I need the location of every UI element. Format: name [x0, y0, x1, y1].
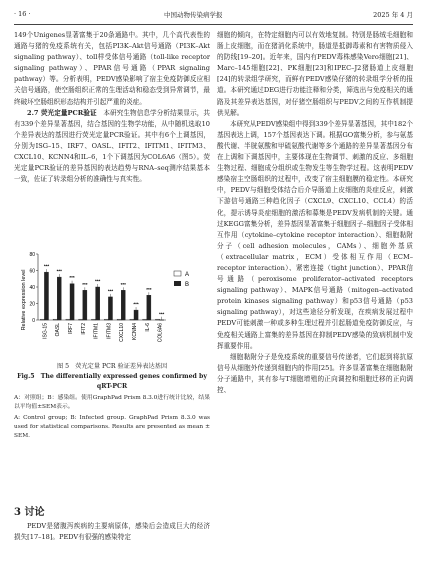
y-tick-label: 40 [29, 285, 35, 291]
significance-mark: *** [82, 281, 88, 287]
significance-mark: *** [95, 278, 101, 284]
bar-b-cxcl10 [121, 290, 125, 320]
significance-mark: *** [43, 263, 50, 269]
paragraph-qpcr [14, 108, 210, 186]
bar-b-ifitm1 [96, 287, 100, 320]
figure-note-en: A: Control group; B: Infected group. GraphPad Prism 8.3.0 was used for statistical comparisons. Results are presented as mean ± SEM. [14, 415, 210, 439]
page-number: · 16 · [14, 10, 31, 18]
left-column [14, 30, 210, 185]
bar-chart [18, 250, 208, 362]
significance-mark: *** [56, 268, 62, 274]
paragraph: 149个Unigenes显著富集于20条通路中。其中，几个高代表性的通路与猪的免疫系统有关，包括PI3K–Akt信号通路（PI3K–Akt signaling pathway）、toll样受体信号通路（toll-like receptor signaling pathway）、PPAR信号通路（PPAR signaling pathway）等。分析表明，PEDV感染影响了宿主免疫防御反应相关信号通路，使空肠组织正常的生理活动和稳态受到异常调节，最终破坏空肠组织形态结构并引起严重的炎症。 [14, 31, 210, 106]
legend-swatch-b [174, 281, 181, 286]
section-paragraph: PEDV是猪腹泻疾病的主要病原体，感染后会造成巨大的经济损失[17–18]。PEDV有很强的感染特定 [14, 522, 210, 542]
section-heading: 3 讨论 [14, 507, 45, 518]
y-tick-label: 60 [29, 268, 35, 275]
x-tick-label: IRF7 [68, 323, 74, 334]
subsection-title: 2.7 荧光定量PCR验证 [27, 108, 97, 117]
legend-swatch-a [174, 271, 181, 276]
header-rule [14, 24, 413, 25]
significance-mark: *** [146, 286, 152, 292]
x-tick-label: IFITM3 [106, 323, 113, 339]
paragraph-text: 本研究生物信息学分析结果显示，共有339个差异显著基因，结合基因的生物学功能，从中随机选取10个差异表达的基因进行荧光定量PCR验证。其中有6个上调基因，分别为ISG–15、IRF7、OASL、IFIT2、IFITM1、IFITM3、CXCL10、KCNN4和IL–6，1个下调基因为COL6A6（图5）。荧光定量PCR验证的差异基因的表达趋势与RNA–seq测序结果基本一致，佐证了转录组分析的准确性与真实性。 [14, 108, 211, 184]
figure-caption-cn: 图 5 荧光定量 PCR 验证差异表达基因 [56, 363, 168, 370]
significance-mark: *** [159, 311, 165, 317]
bar-b-ifit2 [83, 290, 87, 320]
bar-b-isg-15 [44, 272, 48, 320]
x-tick-label: OASL [55, 323, 62, 337]
paragraph: 细胞的倾向，在特定细胞内可以有效地复制。特别是肠绒毛细胞和肠上皮细胞，而在猪消化系统中，肠道是抵御毒素和有害物质侵入的防线[19–20]。近年来，国内有PEDV毒株感染Vero细胞[21]、Marc–145细胞[22]、PK细胞[23]和IPEC–J2猪肠道上皮细胞[24]的转录组学研究，而鲜有PEDV感染仔猪的转录组学分析的报道。本研究通过DEG进行功能注释和分类，筛选出与免疫相关的通路及其差异表达基因，对仔猪空肠组织与PEDV之间的互作机制提供见解。 [217, 31, 413, 117]
paragraph: 细胞黏附分子是免疫系统的重要信号传递者，它们起到将抗原信号从细胞外传递到细胞内的作用[25]。许多显著富集在细胞黏附分子通路中，其有参与T细胞增殖的正向调控和细胞迁移的正向调控、 [217, 352, 413, 394]
legend [174, 271, 189, 288]
figure-caption-en-2: qRT-PCR [96, 383, 128, 390]
figure-caption-en: Fig.5 The differentially expressed genes confirmed by [17, 373, 207, 380]
bar-b-irf7 [70, 284, 74, 320]
legend-label-b: B [185, 282, 190, 288]
figure-note-cn: A：对照组；B：感染组。使用GraphPad Prism 8.3.0进行统计比较，结果以平均值±SEM表示。 [14, 395, 210, 410]
right-column [217, 30, 413, 396]
x-tick-label: COL6A6 [157, 323, 164, 343]
x-tick-label: KCNN4 [132, 323, 138, 340]
y-tick-label: 80 [29, 252, 35, 258]
significance-mark: *** [107, 288, 114, 294]
bar-b-il-6 [147, 295, 151, 320]
significance-mark: *** [120, 281, 126, 287]
bar-b-kcnn4 [134, 310, 138, 320]
paragraph: 本研究从PEDV感染组中得到339个差异显著基因，其中182个基因表达上调，157个基因表达下调。根据GO富集分析，参与氨基酸代谢、半胱氨酸和甲硫氨酸代谢等多个通路的差异显著基因分布在上调和下调基因中，主要体现在生物调节、刺激的反应、多细胞生物过程、细胞成分组织或生物发生等生物学过程。这表明PEDV感染宿主空肠组织的过程中，改变了宿主细胞膜的稳定性。本研究中，PEDV与细胞受体结合后介导肠道上皮细胞的炎症反应，刺激下游信号通路三种趋化因子（CXCL9、CXCL10、CCL4）的活化，提示诱导炎症细胞的激活和募集是PEDV发病机制的关键。通过KEGG富集分析，差异基因显著富集于细胞因子–细胞因子受体相互作用（cytokine–cytokine receptor interaction）、细胞黏附分子（cell adhesion molecules，CAMs）、细胞外基质（extracellular matrix，ECM）受体相互作用（ECM–receptor interaction）、紧密连接（tight junction）、PPAR信号通路（peroxisome proliferator–activated receptors signaling pathway）、MAPK信号通路（mitogen–activated protein kinases signaling pathway）和p53信号通路（p53 signaling pathway），对这些途径分析发现，在疾病发展过程中PEDV可能刺激一种或多种生理过程并引起肠道免疫防御反应，与免疫相关通路上富集的差异基因在抑制PEDV感染的致病机制中发挥重要作用。 [217, 119, 413, 350]
y-axis-label: Relative expression level [21, 269, 27, 331]
significance-mark: *** [133, 301, 139, 307]
journal-name: 中国动物传染病学报 [164, 11, 223, 19]
x-tick-label: CXCL10 [119, 323, 126, 342]
bar-b-ifitm3 [108, 297, 112, 320]
x-tick-label: IL-6 [144, 323, 151, 332]
issue-date: 2025 年 4 月 [373, 11, 413, 19]
significance-mark: *** [69, 275, 75, 281]
running-header [14, 10, 413, 22]
y-tick-label: 0 [32, 318, 35, 324]
bar-b-oasl [57, 277, 61, 320]
legend-label-a: A [185, 272, 190, 278]
x-tick-label: IFITM1 [93, 323, 100, 339]
x-tick-label: ISG-15 [42, 323, 49, 339]
y-tick-label: 20 [29, 301, 35, 308]
x-tick-label: IFIT2 [80, 323, 87, 335]
